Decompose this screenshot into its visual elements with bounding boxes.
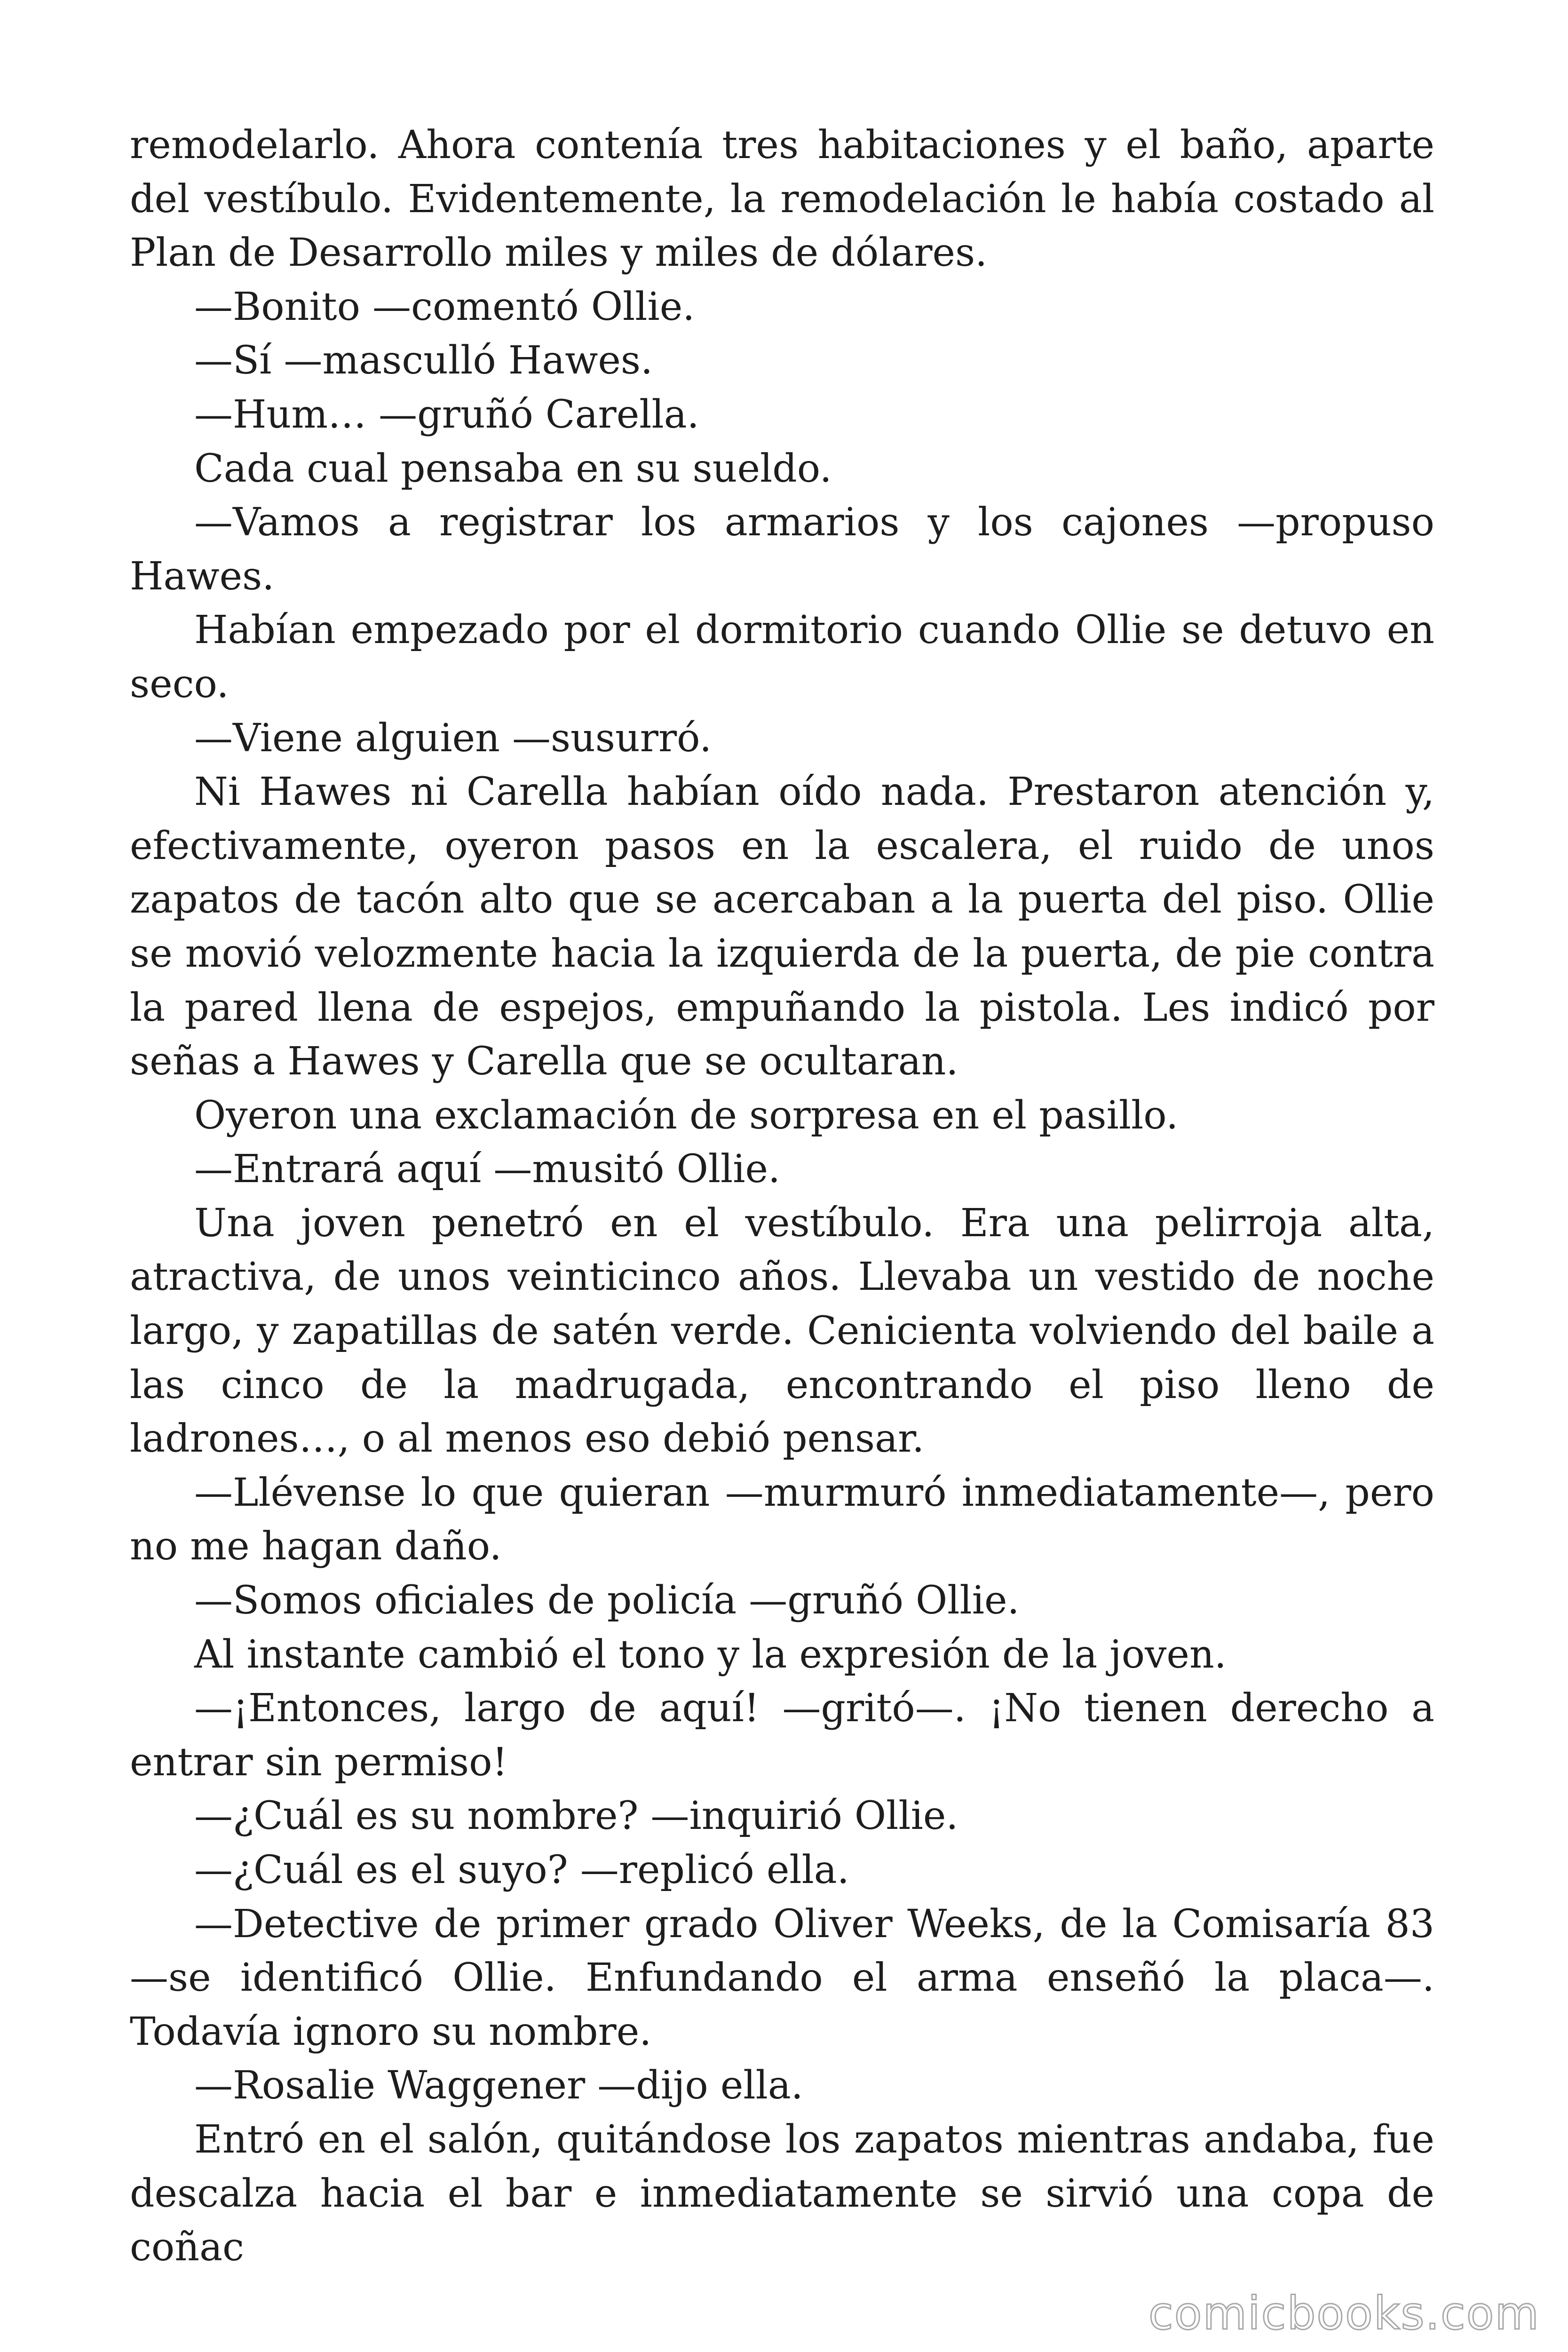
paragraph: —¿Cuál es el suyo? —replicó ella. [194, 1848, 849, 1892]
paragraph: —Bonito —comentó Ollie. [194, 284, 695, 329]
page-body [130, 119, 1434, 2275]
paragraph: —Detective de primer grado Oliver Weeks, de la Comisaría 83 —se identificó Ollie. Enfundando el arma enseñó la placa—. Todavía ignoro su nombre. [130, 1901, 1434, 2054]
paragraph: —Entrará aquí —musitó Ollie. [194, 1147, 781, 1192]
paragraph: —¿Cuál es su nombre? —inquirió Ollie. [194, 1794, 958, 1839]
paragraph: —Hum… —gruñó Carella. [194, 392, 699, 437]
paragraph: Oyeron una exclamación de sorpresa en el pasillo. [194, 1093, 1179, 1138]
paragraph: —Llévense lo que quieran —murmuró inmediatamente—, pero no me hagan daño. [130, 1470, 1434, 1569]
paragraph: Una joven penetró en el vestíbulo. Era una pelirroja alta, atractiva, de unos veinticinco años. Llevaba un vestido de noche largo, y zapatillas de satén verde. Cenicienta volviendo del baile a las cinco de la madrugada, encontrando el piso lleno de ladrones…, o al menos eso debió pensar. [130, 1200, 1434, 1462]
paragraph: —Rosalie Waggener —dijo ella. [194, 2063, 803, 2108]
paragraph: —Viene alguien —susurró. [194, 715, 712, 761]
paragraph: Ni Hawes ni Carella habían oído nada. Prestaron atención y, efectivamente, oyeron pasos en la escalera, el ruido de unos zapatos de tacón alto que se acercaban a la puerta del piso. Ollie se movió velozmente hacia la izquierda de la puerta, de pie contra la pared llena de espejos, empuñando la pistola. Les indicó por señas a Hawes y Carella que se ocultaran. [130, 770, 1434, 1084]
paragraph: Cada cual pensaba en su sueldo. [194, 446, 832, 491]
paragraph: remodelarlo. Ahora contenía tres habitaciones y el baño, aparte del vestíbulo. Evidentemente, la remodelación le había costado al Plan de Desarrollo miles y miles de dólares. [130, 123, 1434, 276]
paragraph: Habían empezado por el dormitorio cuando Ollie se detuvo en seco. [130, 608, 1434, 707]
paragraph: —Vamos a registrar los armarios y los cajones —propuso Hawes. [130, 500, 1434, 599]
paragraph: Al instante cambió el tono y la expresión de la joven. [194, 1632, 1227, 1677]
paragraph: —Somos oficiales de policía —gruñó Ollie. [194, 1578, 1020, 1623]
paragraph: —¡Entonces, largo de aquí! —gritó—. ¡No tienen derecho a entrar sin permiso! [130, 1686, 1434, 1785]
paragraph: —Sí —masculló Hawes. [194, 338, 653, 383]
paragraph: Entró en el salón, quitándose los zapatos mientras andaba, fue descalza hacia el bar e inmediatamente se sirvió una copa de coñac [130, 2117, 1434, 2270]
watermark: comicbooks.com [1148, 2287, 1540, 2340]
